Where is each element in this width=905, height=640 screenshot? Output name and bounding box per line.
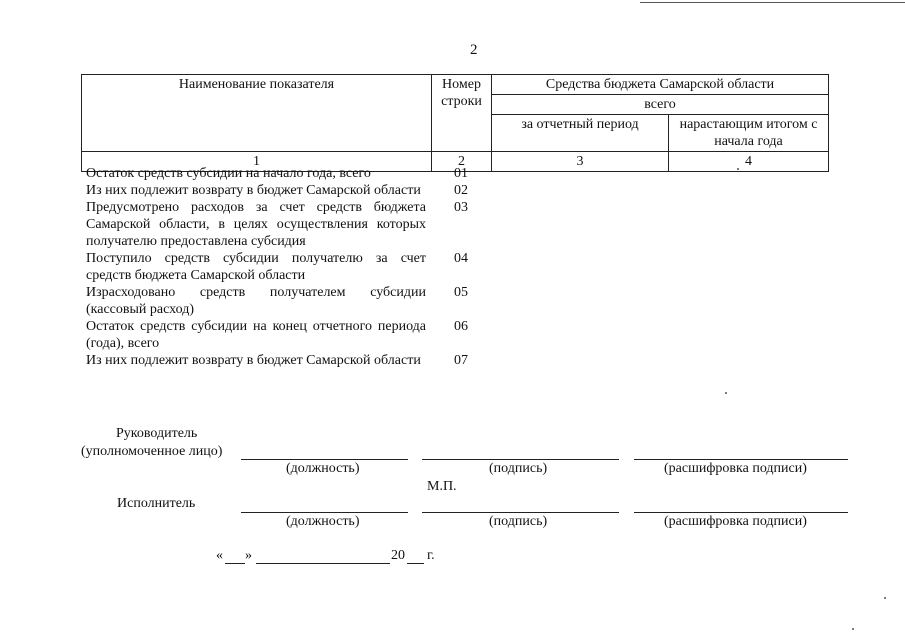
date-month-line [256, 563, 390, 564]
header-reporting-period: за отчетный период [492, 115, 669, 152]
indicator-row [86, 182, 486, 199]
scan-speck [884, 597, 886, 599]
head-position-line [241, 459, 408, 460]
col-index-1: 1 [82, 152, 432, 172]
date-year-suffix: г. [427, 548, 435, 563]
header-indicator-name: Наименование показателя [82, 75, 432, 152]
page-number: 2 [470, 42, 478, 58]
executor-title: Исполнитель [117, 496, 196, 511]
executor-decoding-caption: (расшифровка подписи) [664, 514, 807, 529]
report-header-table [81, 74, 829, 172]
date-day-line [225, 563, 245, 564]
seal-mark: М.П. [427, 479, 457, 494]
date-close-quote: » [245, 548, 252, 563]
indicator-label: Из них подлежит возврату в бюджет Самарской области [86, 183, 421, 198]
indicator-number: 03 [454, 200, 468, 215]
col-index-3: 3 [492, 152, 669, 172]
head-subtitle: (уполномоченное лицо) [81, 444, 223, 459]
head-title: Руководитель [116, 426, 198, 441]
top-edge-line [640, 2, 905, 3]
indicator-label: Израсходовано средств получателем субсидии (кассовый расход) [86, 285, 426, 317]
executor-signature-caption: (подпись) [489, 514, 548, 529]
head-decoding-caption: (расшифровка подписи) [664, 461, 807, 476]
indicator-label: Поступило средств субсидии получателю за счет средств бюджета Самарской области [86, 251, 426, 283]
header-cumulative: нарастающим итогом с начала года [669, 115, 829, 152]
col-index-4: 4 [669, 152, 829, 172]
indicator-label: Из них подлежит возврату в бюджет Самарской области [86, 353, 421, 368]
head-signature-line [422, 459, 619, 460]
indicator-row [86, 284, 486, 318]
indicator-number: 02 [454, 183, 468, 198]
indicator-number: 07 [454, 353, 468, 368]
executor-position-caption: (должность) [286, 514, 360, 529]
date-year-line [407, 563, 424, 564]
header-budget-funds: Средства бюджета Самарской области [492, 75, 829, 95]
executor-decoding-line [634, 512, 848, 513]
executor-signature-line [422, 512, 619, 513]
indicator-number: 04 [454, 251, 468, 266]
header-row-number: Номер строки [432, 75, 492, 152]
indicator-row [86, 165, 486, 182]
indicator-row [86, 318, 486, 352]
indicator-number: 01 [454, 166, 468, 181]
head-signature-caption: (подпись) [489, 461, 548, 476]
indicator-rows [86, 165, 486, 369]
scan-speck [737, 168, 739, 170]
scan-speck [852, 628, 854, 630]
head-decoding-line [634, 459, 848, 460]
indicator-row [86, 352, 486, 369]
scan-speck [725, 392, 727, 394]
indicator-label: Остаток средств субсидии на конец отчетного периода (года), всего [86, 319, 426, 351]
indicator-number: 05 [454, 285, 468, 300]
indicator-row [86, 250, 486, 284]
head-position-caption: (должность) [286, 461, 360, 476]
header-total: всего [492, 95, 829, 115]
indicator-row [86, 199, 486, 250]
date-open-quote: « [216, 548, 223, 563]
col-index-2: 2 [432, 152, 492, 172]
indicator-label: Предусмотрено расходов за счет средств бюджета Самарской области, в целях осуществления которых получателю предоставлена субсидия [86, 200, 426, 249]
indicator-number: 06 [454, 319, 468, 334]
date-year-prefix: 20 [391, 548, 405, 563]
executor-position-line [241, 512, 408, 513]
indicator-label: Остаток средств субсидии на начало года, всего [86, 166, 371, 181]
